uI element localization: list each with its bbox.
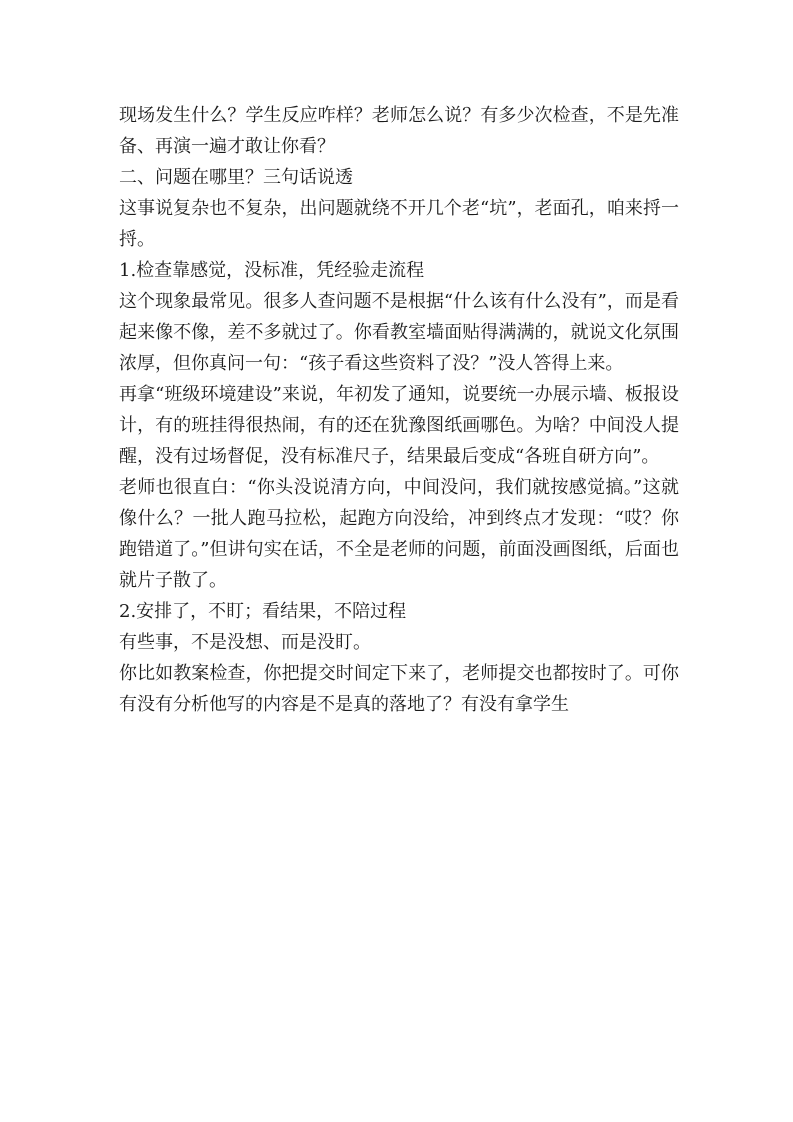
section-heading-2: 二、问题在哪里？三句话说透 — [119, 167, 353, 188]
paragraph-class-environment: 再拿“班级环境建设”来说，年初发了通知，说要统一办展示墙、板报设计，有的班挂得很热闹，有的还在犹豫图纸画哪色。为啥？中间没人提醒，没有过场督促，没有标准尺子，结果最后变成“各班自研方向”。 — [119, 384, 679, 467]
paragraph-common-phenomenon: 这个现象最常见。很多人查问题不是根据“什么该有什么没有”，而是看起来像不像，差不多就过了。你看教室墙面贴得满满的，就说文化氛围浓厚，但你真问一句：“孩子看这些资料了没？”没人答得上来。 — [119, 291, 679, 374]
subheading-1: 1.检查靠感觉，没标准，凭经验走流程 — [119, 260, 425, 281]
document-body — [119, 100, 679, 720]
paragraph-teacher-feedback: 老师也很直白：“你头没说清方向，中间没问，我们就按感觉搞。”这就像什么？一批人跑马拉松，起跑方向没给，冲到终点才发现：“哎？你跑错道了。”但讲句实在话，不全是老师的问题，前面没画图纸，后面也就片子散了。 — [119, 477, 679, 591]
paragraph-not-monitored: 有些事，不是没想、而是没盯。 — [119, 632, 371, 653]
paragraph-lesson-plan-check: 你比如教案检查，你把提交时间定下来了，老师提交也都按时了。可你有没有分析他写的内容是不是真的落地了？有没有拿学生 — [119, 663, 679, 715]
paragraph-section-intro: 这事说复杂也不复杂，出问题就绕不开几个老“坑”，老面孔，咱来捋一捋。 — [119, 198, 679, 250]
subheading-2: 2.安排了，不盯；看结果，不陪过程 — [119, 601, 407, 622]
paragraph-intro-questions: 现场发生什么？学生反应咋样？老师怎么说？有多少次检查，不是先准备、再演一遍才敢让你看？ — [119, 105, 679, 157]
